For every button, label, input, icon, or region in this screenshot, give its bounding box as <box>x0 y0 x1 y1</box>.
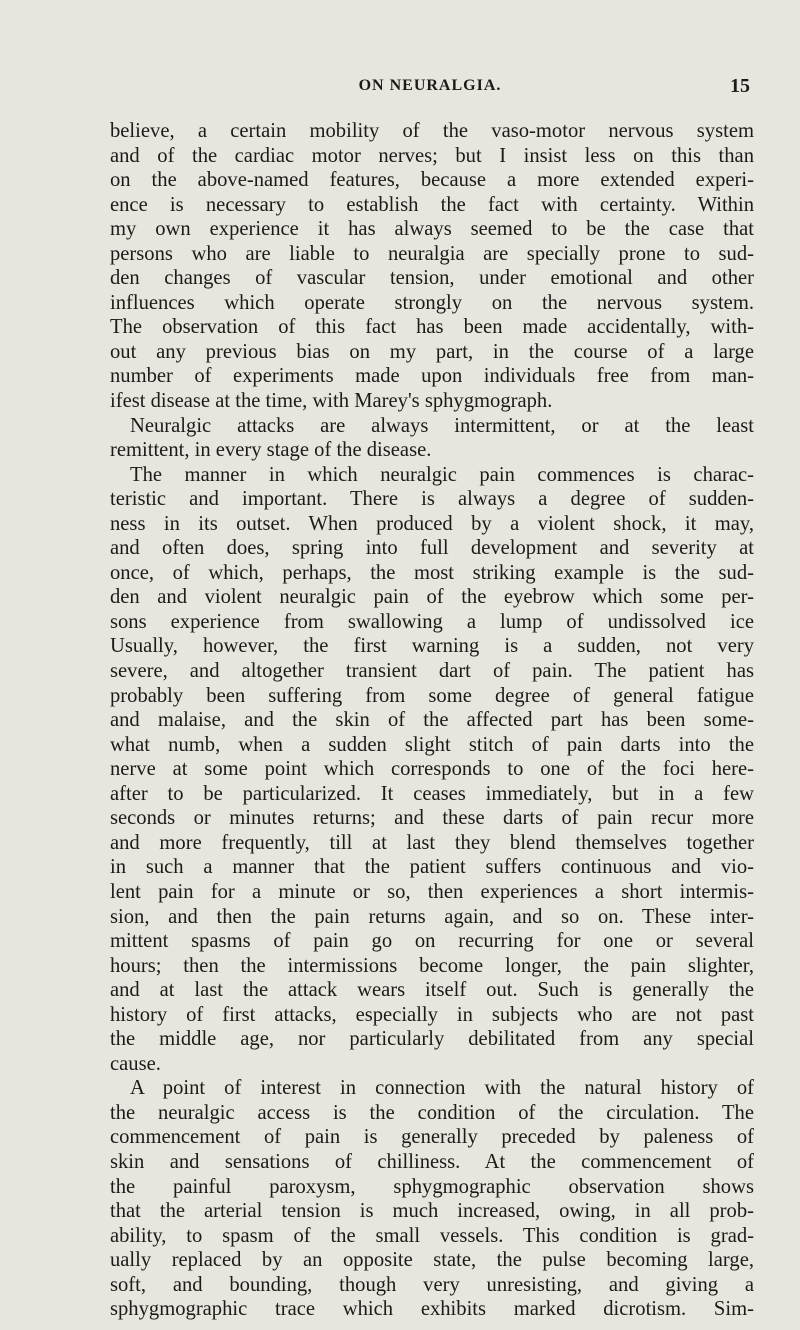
text-line: remittent, in every stage of the disease. <box>110 439 432 462</box>
text-line: den changes of vascular tension, under emotional and other <box>110 267 754 290</box>
text-line: that the arterial tension is much increased, owing, in all prob- <box>110 1200 754 1223</box>
text-line: and of the cardiac motor nerves; but I insist less on this than <box>110 144 754 167</box>
text-line: Neuralgic attacks are always intermittent, or at the least <box>130 414 754 437</box>
page-number: 15 <box>730 75 750 97</box>
running-title: ON NEURALGIA. <box>358 77 502 94</box>
text-line: ifest disease at the time, with Marey's sphygmograph. <box>110 390 553 413</box>
text-line: sons experience from swallowing a lump of undissolved ice <box>110 610 754 633</box>
page-header <box>110 77 750 99</box>
text-line: once, of which, perhaps, the most striking example is the sud- <box>110 561 754 584</box>
text-line: severe, and altogether transient dart of pain. The patient has <box>110 660 754 683</box>
text-line: The observation of this fact has been made accidentally, with- <box>110 316 754 339</box>
text-line: what numb, when a sudden slight stitch of pain darts into the <box>110 733 754 756</box>
text-line: sphygmographic trace which exhibits marked dicrotism. Sim- <box>110 1298 754 1321</box>
text-line: after to be particularized. It ceases immediately, but in a few <box>110 782 754 805</box>
text-line: nerve at some point which corresponds to one of the foci here- <box>110 758 754 781</box>
text-line: the neuralgic access is the condition of the circulation. The <box>110 1101 754 1124</box>
text-line: and at last the attack wears itself out. Such is generally the <box>110 979 754 1002</box>
text-line: ability, to spasm of the small vessels. This condition is grad- <box>110 1224 754 1247</box>
text-line: out any previous bias on my part, in the course of a large <box>110 340 754 363</box>
text-line: and malaise, and the skin of the affected part has been some- <box>110 709 754 732</box>
text-line: ually replaced by an opposite state, the pulse becoming large, <box>110 1249 754 1272</box>
text-line: believe, a certain mobility of the vaso-motor nervous system <box>110 120 754 142</box>
body-text <box>110 119 754 1322</box>
text-line: hours; then the intermissions become longer, the pain slighter, <box>110 954 754 977</box>
text-line: den and violent neuralgic pain of the eyebrow which some per- <box>110 586 754 609</box>
text-line: number of experiments made upon individuals free from man- <box>110 365 754 388</box>
text-line: The manner in which neuralgic pain commences is charac- <box>130 463 754 486</box>
text-line: my own experience it has always seemed to be the case that <box>110 218 754 241</box>
text-line: persons who are liable to neuralgia are specially prone to sud- <box>110 242 754 265</box>
text-line: on the above-named features, because a more extended experi- <box>110 169 754 192</box>
text-line: commencement of pain is generally preceded by paleness of <box>110 1126 754 1149</box>
text-line: teristic and important. There is always a degree of sudden- <box>110 488 754 511</box>
text-line: the middle age, nor particularly debilitated from any special <box>110 1028 754 1051</box>
text-line: and often does, spring into full development and severity at <box>110 537 754 560</box>
text-line: the painful paroxysm, sphygmographic observation shows <box>110 1175 754 1198</box>
text-line: probably been suffering from some degree of general fatigue <box>110 684 754 707</box>
text-line: ness in its outset. When produced by a violent shock, it may, <box>110 512 754 535</box>
text-line: influences which operate strongly on the nervous system. <box>110 291 754 314</box>
text-line: and more frequently, till at last they blend themselves together <box>110 831 754 854</box>
text-line: A point of interest in connection with the natural history of <box>130 1077 754 1100</box>
text-line: history of first attacks, especially in subjects who are not past <box>110 1003 754 1026</box>
text-line: in such a manner that the patient suffers continuous and vio- <box>110 856 754 879</box>
text-line: skin and sensations of chilliness. At the commencement of <box>110 1150 754 1173</box>
text-line: cause. <box>110 1052 161 1075</box>
text-line: ence is necessary to establish the fact with certainty. Within <box>110 193 754 216</box>
text-line: mittent spasms of pain go on recurring for one or several <box>110 930 754 953</box>
text-line: soft, and bounding, though very unresisting, and giving a <box>110 1273 754 1296</box>
text-line: seconds or minutes returns; and these darts of pain recur more <box>110 807 754 830</box>
text-line: Usually, however, the first warning is a sudden, not very <box>110 635 754 658</box>
text-line: sion, and then the pain returns again, and so on. These inter- <box>110 905 754 928</box>
text-line: lent pain for a minute or so, then experiences a short intermis- <box>110 880 754 903</box>
